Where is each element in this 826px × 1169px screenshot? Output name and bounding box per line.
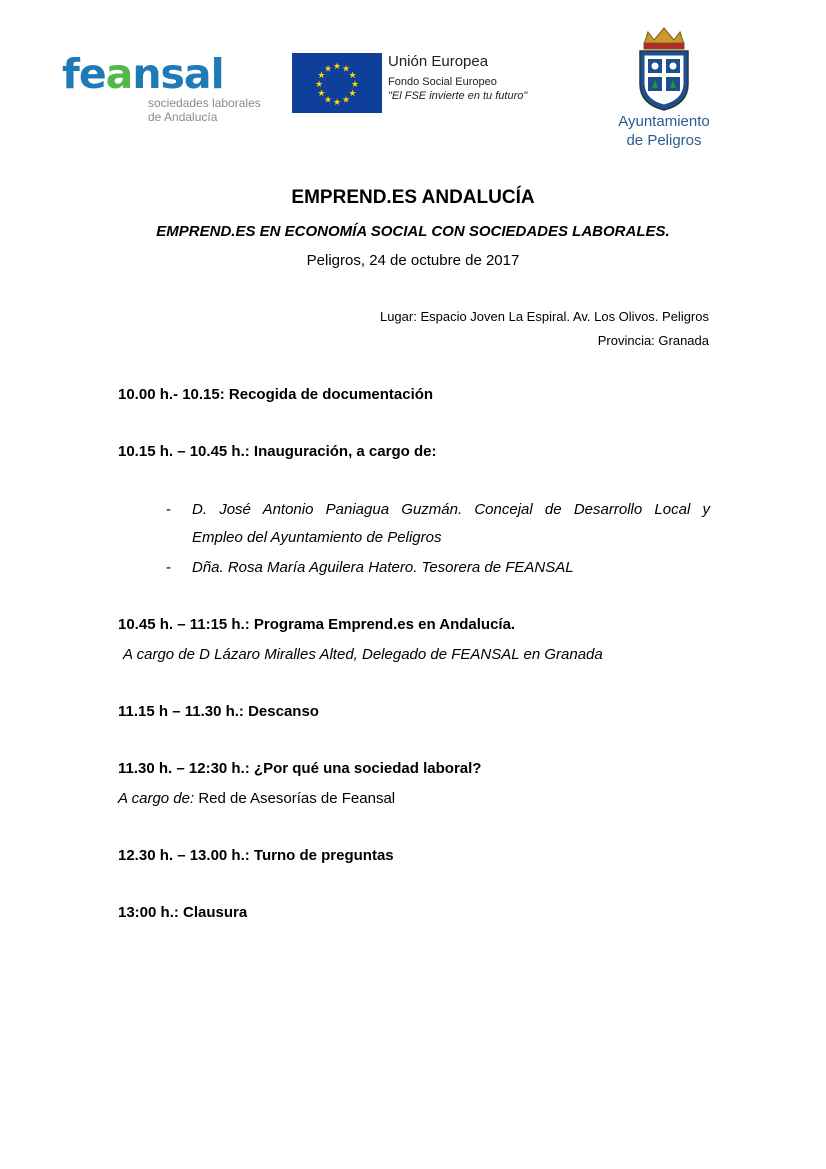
bullet-mark: - xyxy=(166,559,171,576)
agenda-item-break: 11.15 h – 11.30 h.: Descanso xyxy=(118,703,319,720)
document-subtitle: EMPREND.ES EN ECONOMÍA SOCIAL CON SOCIEDADES LABORALES. xyxy=(156,223,670,240)
svg-text:★: ★ xyxy=(341,64,351,75)
agenda-item-why-sl-detail: A cargo de: Red de Asesorías de Feansal xyxy=(118,790,396,807)
svg-text:★: ★ xyxy=(323,64,333,75)
agenda-item-questions: 12.30 h. – 13.00 h.: Turno de preguntas xyxy=(118,847,394,864)
ayuntamiento-name: Ayuntamiento xyxy=(618,113,710,130)
svg-text:★: ★ xyxy=(348,71,357,81)
agenda-item-program: 10.45 h. – 11:15 h.: Programa Emprend.es en Andalucía. xyxy=(118,616,516,633)
document-title: EMPREND.ES ANDALUCÍA xyxy=(291,187,535,208)
svg-text:★: ★ xyxy=(317,71,326,81)
speaker-treasurer: Dña. Rosa María Aguilera Hatero. Tesorera de FEANSAL xyxy=(192,559,574,576)
svg-text:★: ★ xyxy=(323,95,333,106)
feansal-tagline: sociedades laborales de Andalucía xyxy=(148,96,261,124)
svg-text:★: ★ xyxy=(332,98,342,108)
speaker-line-1: D. José Antonio Paniagua Guzmán. Concejal de Desarrollo Local y xyxy=(192,501,710,518)
event-location: Lugar: Espacio Joven La Espiral. Av. Los Olivos. Peligros xyxy=(379,309,709,324)
svg-text:★: ★ xyxy=(317,89,326,99)
svg-text:★: ★ xyxy=(341,95,351,106)
eu-flag-icon xyxy=(292,53,382,113)
svg-text:★: ★ xyxy=(332,62,342,72)
eu-logo xyxy=(292,53,542,115)
feansal-logo xyxy=(62,52,262,124)
event-province: Provincia: Granada xyxy=(597,333,709,348)
agenda-item-registration: 10.00 h.- 10.15: Recogida de documentación xyxy=(118,386,434,403)
svg-text:★: ★ xyxy=(350,80,360,90)
svg-text:★: ★ xyxy=(314,80,324,90)
eu-motto: "El FSE invierte en tu futuro" xyxy=(388,90,528,102)
agenda-item-closing: 13:00 h.: Clausura xyxy=(118,904,248,921)
eu-title: Unión Europea xyxy=(388,53,489,70)
feansal-wordmark: feansal xyxy=(62,50,224,98)
speaker-line-2: Empleo del Ayuntamiento de Peligros xyxy=(192,529,442,546)
svg-text:★: ★ xyxy=(348,89,357,99)
eu-fund: Fondo Social Europeo xyxy=(388,76,497,88)
agenda-item-program-detail: A cargo de D Lázaro Miralles Alted, Delegado de FEANSAL en Granada xyxy=(123,646,603,663)
bullet-mark: - xyxy=(166,501,171,518)
ayuntamiento-town: de Peligros xyxy=(626,132,702,149)
agenda-item-why-sl: 11.30 h. – 12:30 h.: ¿Por qué una sociedad laboral? xyxy=(118,760,482,777)
event-date: Peligros, 24 de octubre de 2017 xyxy=(306,252,520,269)
ayuntamiento-logo xyxy=(608,26,720,152)
agenda-item-inauguration: 10.15 h. – 10.45 h.: Inauguración, a cargo de: xyxy=(118,443,437,460)
coat-of-arms-icon xyxy=(608,26,720,112)
